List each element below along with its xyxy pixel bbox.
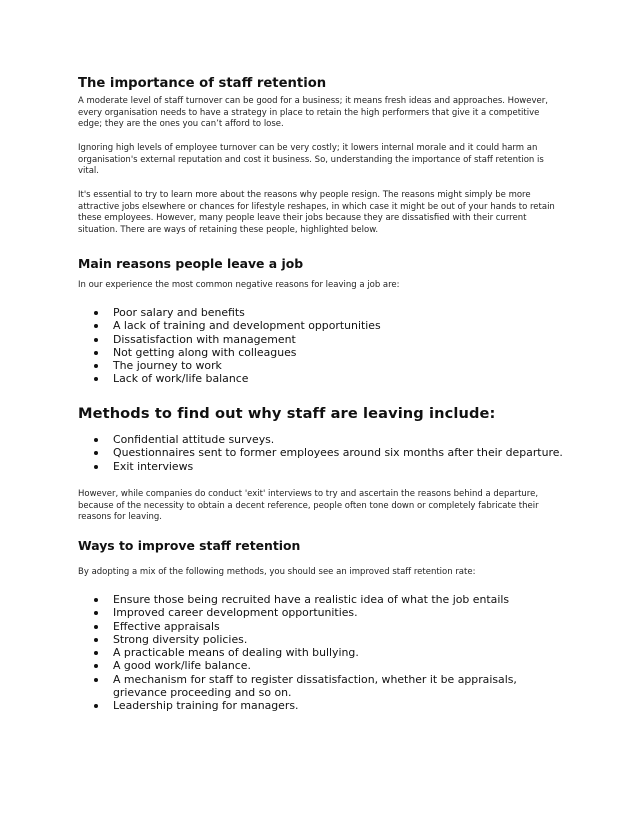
list-item: Ensure those being recruited have a realistic idea of what the job entails [94,593,564,606]
bullet-icon [94,704,98,708]
list-item: Poor salary and benefits [94,306,564,319]
bullet-icon [94,465,98,469]
bullet-icon [94,338,98,342]
list-reasons [94,306,564,386]
bullet-icon [94,451,98,455]
paragraph-reasons-intro: In our experience the most common negative reasons for leaving a job are: [78,280,400,290]
list-item: Confidential attitude surveys. [94,433,564,446]
list-item: A lack of training and development opportunities [94,319,564,332]
list-item: A good work/life balance. [94,659,564,672]
list-item: A mechanism for staff to register dissatisfaction, whether it be appraisals, grievance proceeding and so on. [94,673,564,700]
bullet-icon [94,625,98,629]
bullet-icon [94,351,98,355]
paragraph-improve-intro: By adopting a mix of the following methods, you should see an improved staff retention rate: [78,567,476,577]
list-item: The journey to work [94,359,564,372]
list-item: Exit interviews [94,460,564,473]
list-item: Strong diversity policies. [94,633,564,646]
list-item: Improved career development opportunities. [94,606,564,619]
section-title-importance: The importance of staff retention [78,76,327,91]
list-item: Lack of work/life balance [94,372,564,385]
paragraph-turnover-costs: Ignoring high levels of employee turnover can be very costly; it lowers internal morale and it could harm an organisation's external reputation and cost it business. So, understanding the importance of staff retention is vital. [78,143,544,177]
list-item: A practicable means of dealing with bullying. [94,646,564,659]
section-title-main-reasons: Main reasons people leave a job [78,256,304,271]
bullet-icon [94,664,98,668]
bullet-icon [94,611,98,615]
bullet-icon [94,598,98,602]
bullet-icon [94,438,98,442]
bullet-icon [94,311,98,315]
section-title-methods: Methods to find out why staff are leaving include: [78,405,496,422]
list-item: Effective appraisals [94,620,564,633]
section-title-improve: Ways to improve staff retention [78,538,301,553]
list-item: Questionnaires sent to former employees around six months after their departure. [94,446,564,459]
bullet-icon [94,364,98,368]
list-methods [94,433,564,473]
bullet-icon [94,638,98,642]
paragraph-reasons-resign: It's essential to try to learn more about the reasons why people resign. The reasons might simply be more attractive jobs elsewhere or chances for lifestyle reshapes, in which case it might be out of your hands to retain these employees. However, many people leave their jobs because they are dissatisfied with their current situation. There are ways of retaining these people, highlighted below. [78,190,555,235]
list-item: Leadership training for managers. [94,699,564,712]
bullet-icon [94,324,98,328]
bullet-icon [94,678,98,682]
paragraph-exit-interviews: However, while companies do conduct 'exit' interviews to try and ascertain the reasons behind a departure, because of the necessity to obtain a decent reference, people often tone down or completely fabricate their reasons for leaving. [78,489,539,523]
list-improve-methods [94,593,564,713]
list-item: Dissatisfaction with management [94,333,564,346]
list-item: Not getting along with colleagues [94,346,564,359]
bullet-icon [94,651,98,655]
bullet-icon [94,377,98,381]
paragraph-turnover-intro: A moderate level of staff turnover can be good for a business; it means fresh ideas and approaches. However, every organisation needs to have a strategy in place to retain the high performers that give it a competitive edge; they are the ones you can’t afford to lose. [78,96,548,130]
